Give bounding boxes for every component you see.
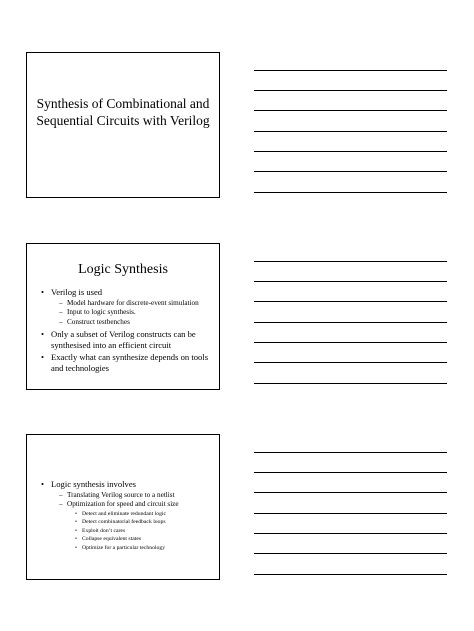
note-line [254,362,447,363]
bullet-item [41,352,213,373]
slide-2-bullet-list [41,287,213,375]
note-line [254,492,447,493]
third-level-item: • Detect and eliminate redundant logic [75,510,213,519]
sub-bullet-text: Optimization for speed and circuit size [67,500,179,509]
sub-bullet-item [59,500,213,553]
note-line [254,342,447,343]
slide-2-title: Logic Synthesis [78,262,168,277]
note-line [254,452,447,453]
note-line [254,322,447,323]
note-line [254,533,447,534]
third-level-item: • Detect combinatorial feedback loops [75,518,213,527]
slide-1 [26,52,220,198]
note-line [254,472,447,473]
note-line [254,513,447,514]
sub-bullet-list [51,299,213,328]
sub-bullet-text: Translating Verilog source to a netlist [67,490,175,499]
slide-2 [26,243,220,390]
note-line [254,90,447,91]
slide-3 [26,434,220,580]
bullet-text: Only a subset of Verilog constructs can be synthesised into an efficient circuit [51,329,196,350]
note-line [254,383,447,384]
third-level-item: • Collapse equivalent states [75,535,213,544]
note-line [254,281,447,282]
note-line [254,70,447,71]
sub-bullet-item: – Construct testbenches [59,318,213,328]
third-level-item: • Exploit don’t cares [75,527,213,536]
sub-bullet-item: – Input to logic synthesis. [59,308,213,318]
note-line [254,171,447,172]
note-line [254,151,447,152]
bullet-item [41,329,213,350]
sub-bullet-item: – Model hardware for discrete-event simulation [59,299,213,309]
sub-bullet-item [59,491,213,501]
slide-1-title: Synthesis of Combinational and Sequential Circuits with Verilog [36,96,210,128]
bullet-text: Verilog is used [51,287,103,297]
sub-bullet-list [51,491,213,553]
note-line [254,553,447,554]
note-line [254,131,447,132]
note-line [254,110,447,111]
note-line [254,192,447,193]
note-line [254,261,447,262]
bullet-text: Exactly what can synthesize depends on tools and technologies [51,352,209,373]
note-line [254,574,447,575]
slide-3-bullet-list [41,479,213,555]
bullet-item [41,287,213,327]
note-line [254,301,447,302]
third-level-item: • Optimize for a particular technology [75,544,213,553]
third-level-list [67,510,213,553]
bullet-text: Logic synthesis involves [51,479,136,489]
bullet-item [41,479,213,553]
